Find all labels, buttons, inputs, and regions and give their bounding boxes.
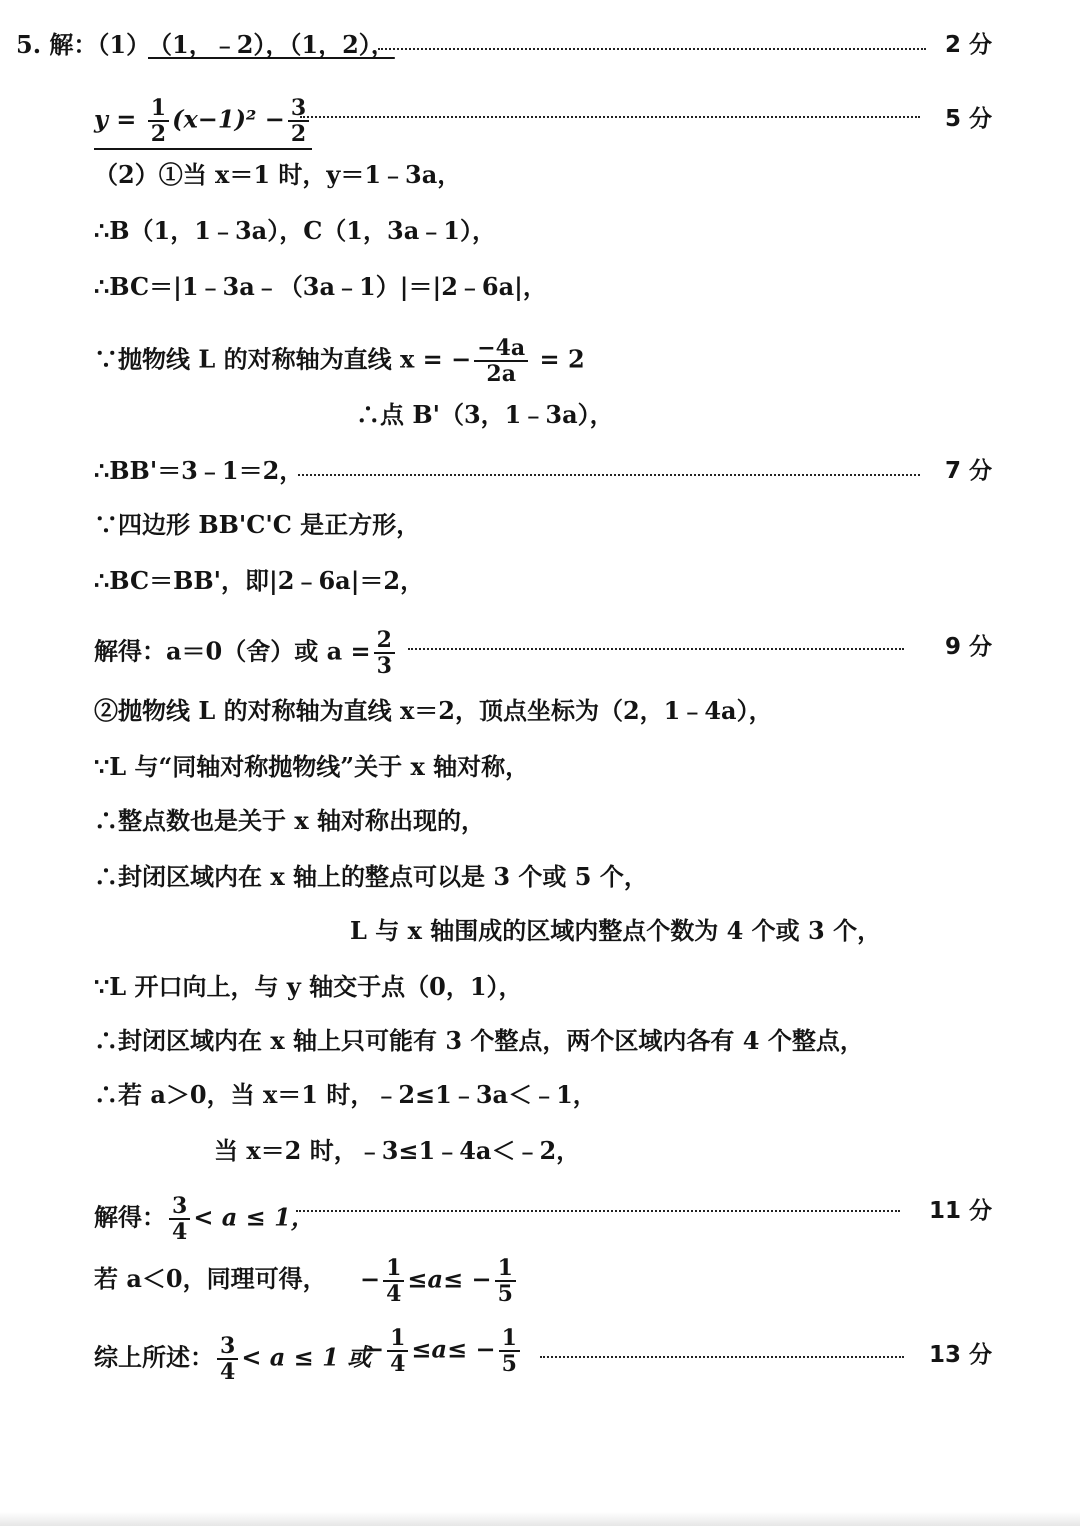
step-text: ∴BB'＝3﹣1＝2，	[94, 456, 304, 485]
inequality-text: ≤a≤ −	[411, 1334, 496, 1364]
fraction-denominator: 5	[501, 1351, 517, 1377]
equation-body: (x−1)² −	[172, 104, 285, 134]
step-text: 解得：a＝0（舍）或 a =	[94, 636, 371, 666]
solution-line-22	[0, 1256, 1080, 1312]
solution-line-11	[0, 616, 1080, 679]
fraction-one-quarter	[383, 1256, 404, 1306]
fraction-denominator: 2	[290, 121, 307, 147]
minus-sign: −	[360, 1264, 381, 1294]
step-text: ∵L 与“同轴对称抛物线”关于 x 轴对称，	[94, 752, 530, 781]
fraction-denominator: 5	[497, 1281, 513, 1307]
summary-statement	[94, 1334, 371, 1384]
step-text: ②抛物线 L 的对称轴为直线 x＝2，顶点坐标为（2，1﹣4a），	[94, 696, 773, 725]
dot-leader	[378, 48, 926, 50]
step-text: ∴整点数也是关于 x 轴对称出现的，	[94, 806, 486, 835]
vertex-form-equation	[94, 96, 312, 150]
step-text: ∵抛物线 L 的对称轴为直线 x = −	[94, 344, 472, 374]
step-text: ∵四边形 BB'C'C 是正方形，	[94, 510, 421, 539]
fraction-axis	[474, 336, 528, 386]
fraction-numerator: 2	[374, 628, 395, 654]
axis-of-symmetry-statement	[94, 336, 585, 386]
fraction-one-fifth	[495, 1256, 516, 1306]
step-text: ∴封闭区域内在 x 轴上的整点可以是 3 个或 5 个，	[94, 862, 648, 891]
solution-line-21	[0, 1184, 1080, 1245]
solve-statement	[94, 628, 398, 678]
fraction-denominator: 4	[220, 1359, 236, 1385]
scan-bottom-edge	[0, 1512, 1080, 1526]
negative-range	[360, 1256, 519, 1306]
step-text: ∴BC＝|1﹣3a﹣（3a﹣1）|＝|2﹣6a|，	[94, 272, 547, 301]
score-mark: 13 分	[928, 1342, 992, 1368]
fraction-numerator: 3	[169, 1194, 190, 1220]
fraction-three-quarters	[217, 1334, 238, 1384]
step-text: ∴BC＝BB'，即|2﹣6a|＝2，	[94, 566, 425, 595]
fraction-numerator: 1	[387, 1326, 408, 1352]
score-mark: 9 分	[944, 634, 992, 660]
fraction-one-fifth	[499, 1326, 520, 1376]
step-text: （2）①当 x＝1 时，y＝1﹣3a，	[94, 160, 462, 189]
dot-leader	[540, 1356, 904, 1358]
dot-leader	[408, 648, 904, 650]
fraction-denominator: 4	[390, 1351, 406, 1377]
fraction-numerator: −4a	[474, 336, 528, 362]
step-text: 若 a＜0，同理可得，	[94, 1264, 327, 1293]
step-text: ∵L 开口向上，与 y 轴交于点（0，1），	[94, 972, 523, 1001]
fraction-three-quarters	[169, 1194, 190, 1244]
fraction-numerator: 1	[148, 96, 169, 122]
dot-leader	[296, 1210, 900, 1212]
inequality-text: < a ≤ 1 或	[241, 1342, 372, 1372]
step-text: = 2	[531, 344, 585, 374]
solve-statement	[94, 1194, 315, 1244]
step-text: L 与 x 轴围成的区域内整点个数为 4 个或 3 个，	[350, 916, 882, 945]
fraction-denominator: 3	[376, 653, 392, 679]
score-mark: 2 分	[944, 32, 992, 58]
fraction-numerator: 3	[217, 1334, 238, 1360]
negative-range	[364, 1326, 523, 1376]
solution-line-23	[0, 1325, 1080, 1385]
fraction-denominator: 2	[150, 121, 167, 147]
inequality-text: ≤a≤ −	[407, 1264, 492, 1294]
fraction-denominator: 4	[172, 1219, 188, 1245]
fraction-numerator: 1	[499, 1326, 520, 1352]
step-text: ∴封闭区域内在 x 轴上只可能有 3 个整点，两个区域内各有 4 个整点，	[94, 1026, 864, 1055]
fraction-numerator: 1	[383, 1256, 404, 1282]
step-text: 综上所述：	[94, 1342, 214, 1372]
inequality-text: < a ≤ 1，	[193, 1202, 315, 1232]
part1-answer: （1，﹣2），（1，2），	[148, 30, 395, 59]
score-mark: 7 分	[944, 458, 992, 484]
score-mark: 5 分	[944, 106, 992, 132]
step-text: 当 x＝2 时，﹣3≤1﹣4a＜﹣2，	[214, 1136, 581, 1165]
dot-leader	[300, 116, 920, 118]
var-y: y	[94, 104, 108, 134]
solution-line-6	[0, 324, 1080, 387]
fraction-three-halves	[288, 96, 309, 146]
solution-line-2	[0, 95, 1080, 147]
score-mark: 11 分	[928, 1198, 992, 1224]
fraction-denominator: 4	[386, 1281, 402, 1307]
step-text: ∴若 a＞0，当 x＝1 时，﹣2≤1﹣3a＜﹣1，	[94, 1080, 597, 1109]
step-text: ∴点 B'（3，1﹣3a），	[356, 400, 614, 429]
step-text: ∴B（1，1﹣3a），C（1，3a﹣1），	[94, 216, 496, 245]
fraction-half	[148, 96, 169, 146]
step-text: 解得：	[94, 1202, 166, 1232]
fraction-numerator: 1	[495, 1256, 516, 1282]
fraction-two-thirds	[374, 628, 395, 678]
fraction-numerator: 3	[288, 96, 309, 122]
fraction-one-quarter	[387, 1326, 408, 1376]
dot-leader	[298, 474, 920, 476]
solution-label: 5. 解：（1）	[16, 30, 151, 59]
minus-sign: −	[364, 1334, 385, 1364]
equals-sign: =	[107, 104, 145, 134]
fraction-denominator: 2a	[486, 361, 516, 387]
